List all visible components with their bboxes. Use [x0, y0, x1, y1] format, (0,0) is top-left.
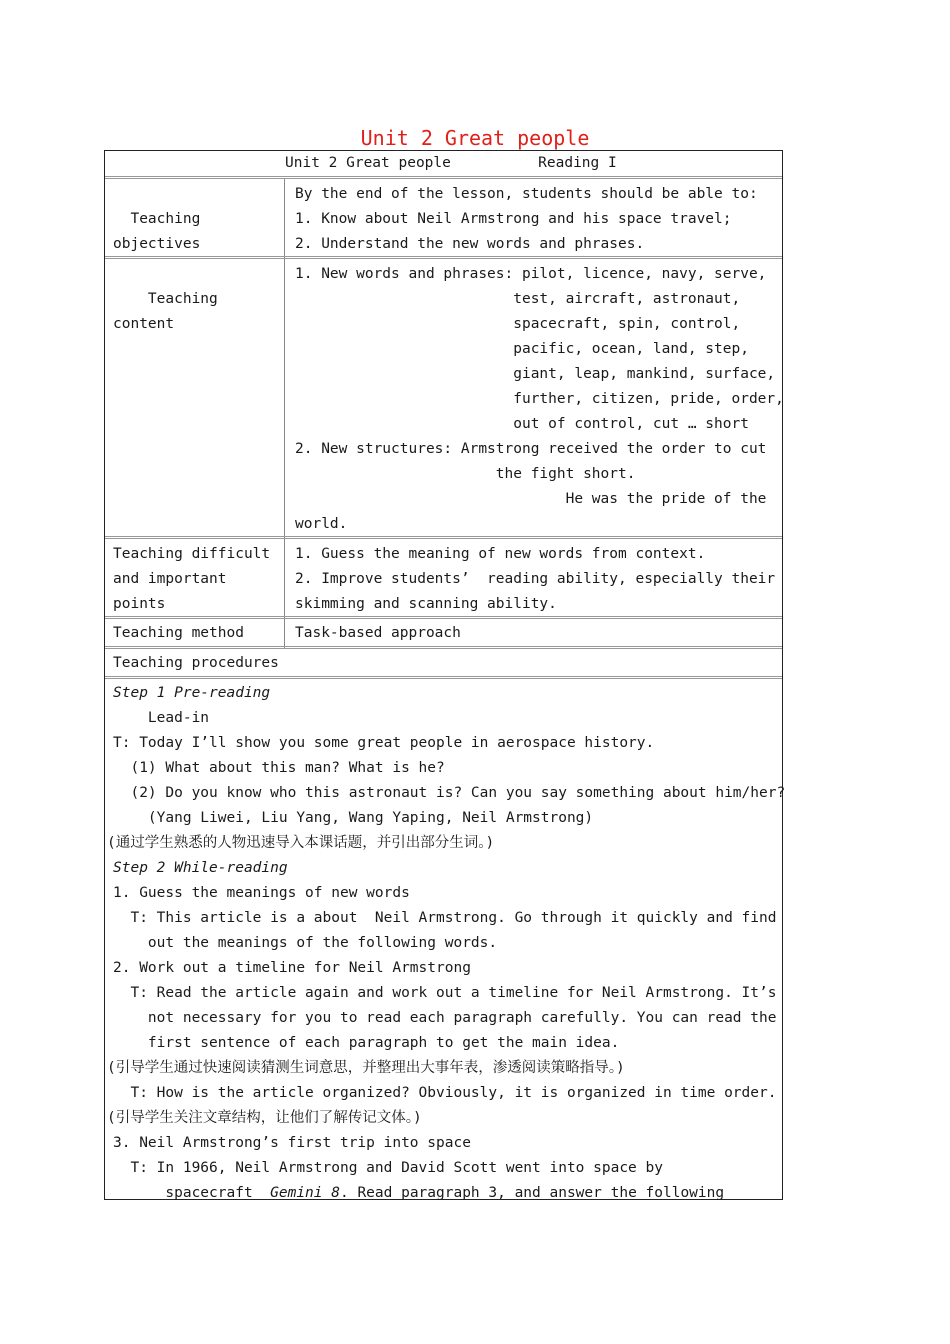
procedure-line: 2. Work out a timeline for Neil Armstrong — [113, 960, 471, 976]
content-line: 2. New structures: Armstrong received the order to cut — [295, 441, 767, 457]
difficult-line: skimming and scanning ability. — [295, 596, 557, 612]
procedure-line: (Yang Liwei, Liu Yang, Wang Yaping, Neil Armstrong) — [113, 810, 594, 826]
procedure-text: . Read paragraph 3, and answer the following — [339, 1185, 725, 1201]
procedures-label: Teaching procedures — [113, 655, 279, 671]
objectives-label: objectives — [113, 236, 201, 252]
content-label: content — [113, 316, 175, 332]
procedure-note: (引导学生关注文章结构，让他们了解传记文体。) — [107, 1110, 422, 1126]
procedure-note: (通过学生熟悉的人物迅速导入本课话题，并引出部分生词。) — [107, 835, 495, 851]
content-line: pacific, ocean, land, step, — [295, 341, 749, 357]
content-line: further, citizen, pride, order, — [295, 391, 784, 407]
procedure-line: (1) What about this man? What is he? — [113, 760, 445, 776]
content-line: spacecraft, spin, control, — [295, 316, 741, 332]
spacecraft-name: Gemini 8 — [270, 1185, 340, 1201]
document-title: Unit 2 Great people — [360, 126, 590, 150]
objectives-label: Teaching — [113, 211, 201, 227]
procedure-line: T: Read the article again and work out a timeline for Neil Armstrong. It’s — [113, 985, 777, 1001]
procedures-label-row — [105, 646, 782, 679]
procedure-line: first sentence of each paragraph to get the main idea. — [113, 1035, 620, 1051]
content-line: giant, leap, mankind, surface, — [295, 366, 776, 382]
procedures-body — [105, 676, 786, 1203]
difficult-line: 1. Guess the meaning of new words from context. — [295, 546, 706, 562]
method-row — [105, 616, 782, 649]
procedure-line — [113, 1181, 724, 1206]
procedure-line: out the meanings of the following words. — [113, 935, 498, 951]
content-line: the fight short. — [295, 466, 636, 482]
lesson-plan-table — [104, 150, 786, 1201]
content-label: Teaching — [113, 291, 218, 307]
objective-line: By the end of the lesson, students should be able to: — [295, 186, 758, 202]
content-line: 1. New words and phrases: pilot, licence, navy, serve, — [295, 266, 767, 282]
step-heading: Step 2 While-reading — [113, 860, 288, 876]
method-value: Task-based approach — [295, 625, 461, 641]
procedure-line: Lead-in — [113, 710, 210, 726]
content-line: test, aircraft, astronaut, — [295, 291, 741, 307]
difficult-label: and important — [113, 571, 227, 587]
objectives-row — [105, 176, 782, 259]
procedure-line: 1. Guess the meanings of new words — [113, 885, 410, 901]
procedure-line: (2) Do you know who this astronaut is? Can you say something about him/her? — [113, 785, 786, 801]
procedure-line: T: Today I’ll show you some great people in aerospace history. — [113, 735, 655, 751]
table-header: Unit 2 Great people Reading I — [285, 155, 617, 171]
step-heading: Step 1 Pre-reading — [113, 685, 271, 701]
content-line: out of control, cut … short — [295, 416, 749, 432]
procedure-line: T: This article is a about Neil Armstrong. Go through it quickly and find — [113, 910, 777, 926]
procedure-line: not necessary for you to read each paragraph carefully. You can read the — [113, 1010, 777, 1026]
procedure-line: 3. Neil Armstrong’s first trip into space — [113, 1135, 471, 1151]
procedure-text: spacecraft — [113, 1185, 271, 1201]
objective-line: 2. Understand the new words and phrases. — [295, 236, 645, 252]
difficult-label: Teaching difficult — [113, 546, 271, 562]
procedure-note: (引导学生通过快速阅读猜测生词意思，并整理出大事年表，渗透阅读策略指导。) — [107, 1060, 625, 1076]
difficult-label: points — [113, 596, 166, 612]
procedure-line: T: How is the article organized? Obviously, it is organized in time order. — [113, 1085, 777, 1101]
procedure-line: T: In 1966, Neil Armstrong and David Scott went into space by — [113, 1160, 663, 1176]
objective-line: 1. Know about Neil Armstrong and his space travel; — [295, 211, 732, 227]
content-row — [105, 256, 782, 539]
method-label: Teaching method — [113, 625, 244, 641]
content-line: He was the pride of the — [295, 491, 767, 507]
content-line: world. — [295, 516, 348, 532]
difficult-line: 2. Improve students’ reading ability, especially their — [295, 571, 776, 587]
difficult-points-row — [105, 536, 782, 619]
